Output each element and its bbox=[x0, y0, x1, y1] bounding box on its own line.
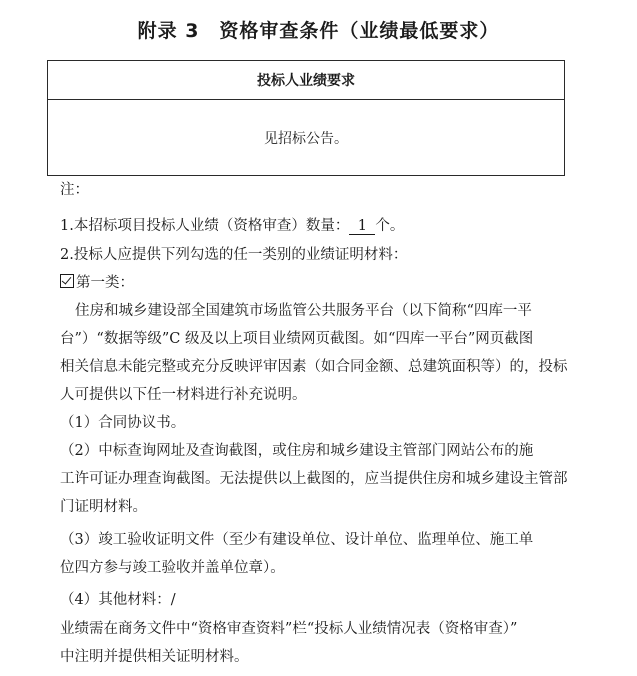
para1-line: 台”）“数据等级”C 级及以上项目业绩网页截图。如“四库一平台”网页截图 bbox=[60, 331, 534, 347]
item-1-count: 1 bbox=[349, 218, 375, 235]
final-line: 中注明并提供相关证明材料。 bbox=[60, 649, 249, 665]
sub3-line: （3）竣工验收证明文件（至少有建设单位、设计单位、监理单位、施工单 bbox=[60, 532, 534, 548]
requirements-table bbox=[47, 60, 565, 176]
sub-item-1: （1）合同协议书。 bbox=[60, 415, 186, 431]
final-line: 业绩需在商务文件中“资格审查资料”栏“投标人业绩情况表（资格审查）” bbox=[60, 621, 518, 637]
sub3-line: 位四方参与竣工验收并盖单位章）。 bbox=[60, 560, 285, 576]
note-label: 注： bbox=[60, 182, 89, 198]
category-1 bbox=[60, 273, 134, 293]
sub2-line: （2）中标查询网址及查询截图，或住房和城乡建设主管部门网站公布的施 bbox=[60, 443, 534, 459]
item-1-prefix: 1.本招标项目投标人业绩（资格审查）数量： bbox=[60, 218, 350, 234]
item-1-suffix: 个。 bbox=[375, 218, 405, 234]
sub2-line: 工许可证办理查询截图。无法提供以上截图的，应当提供住房和城乡建设主管部 bbox=[60, 471, 568, 487]
category-1-label: 第一类： bbox=[76, 275, 134, 291]
table-header: 投标人业绩要求 bbox=[48, 61, 564, 100]
table-body: 见招标公告。 bbox=[264, 131, 348, 147]
sub-item-4: （4）其他材料：/ bbox=[60, 592, 176, 608]
item-1 bbox=[60, 216, 404, 236]
para1-line: 相关信息未能完整或充分反映评审因素（如合同金额、总建筑面积等）的，投标 bbox=[60, 359, 568, 375]
para1-line: 住房和城乡建设部全国建筑市场监管公共服务平台（以下简称“四库一平 bbox=[75, 303, 532, 319]
checkbox-checked-icon bbox=[60, 274, 74, 288]
sub2-line: 门证明材料。 bbox=[60, 499, 147, 515]
item-2: 2.投标人应提供下列勾选的任一类别的业绩证明材料： bbox=[60, 247, 408, 263]
page-title: 附录 3 资格审查条件（业绩最低要求） bbox=[137, 20, 500, 42]
para1-line: 人可提供以下任一材料进行补充说明。 bbox=[60, 387, 307, 403]
